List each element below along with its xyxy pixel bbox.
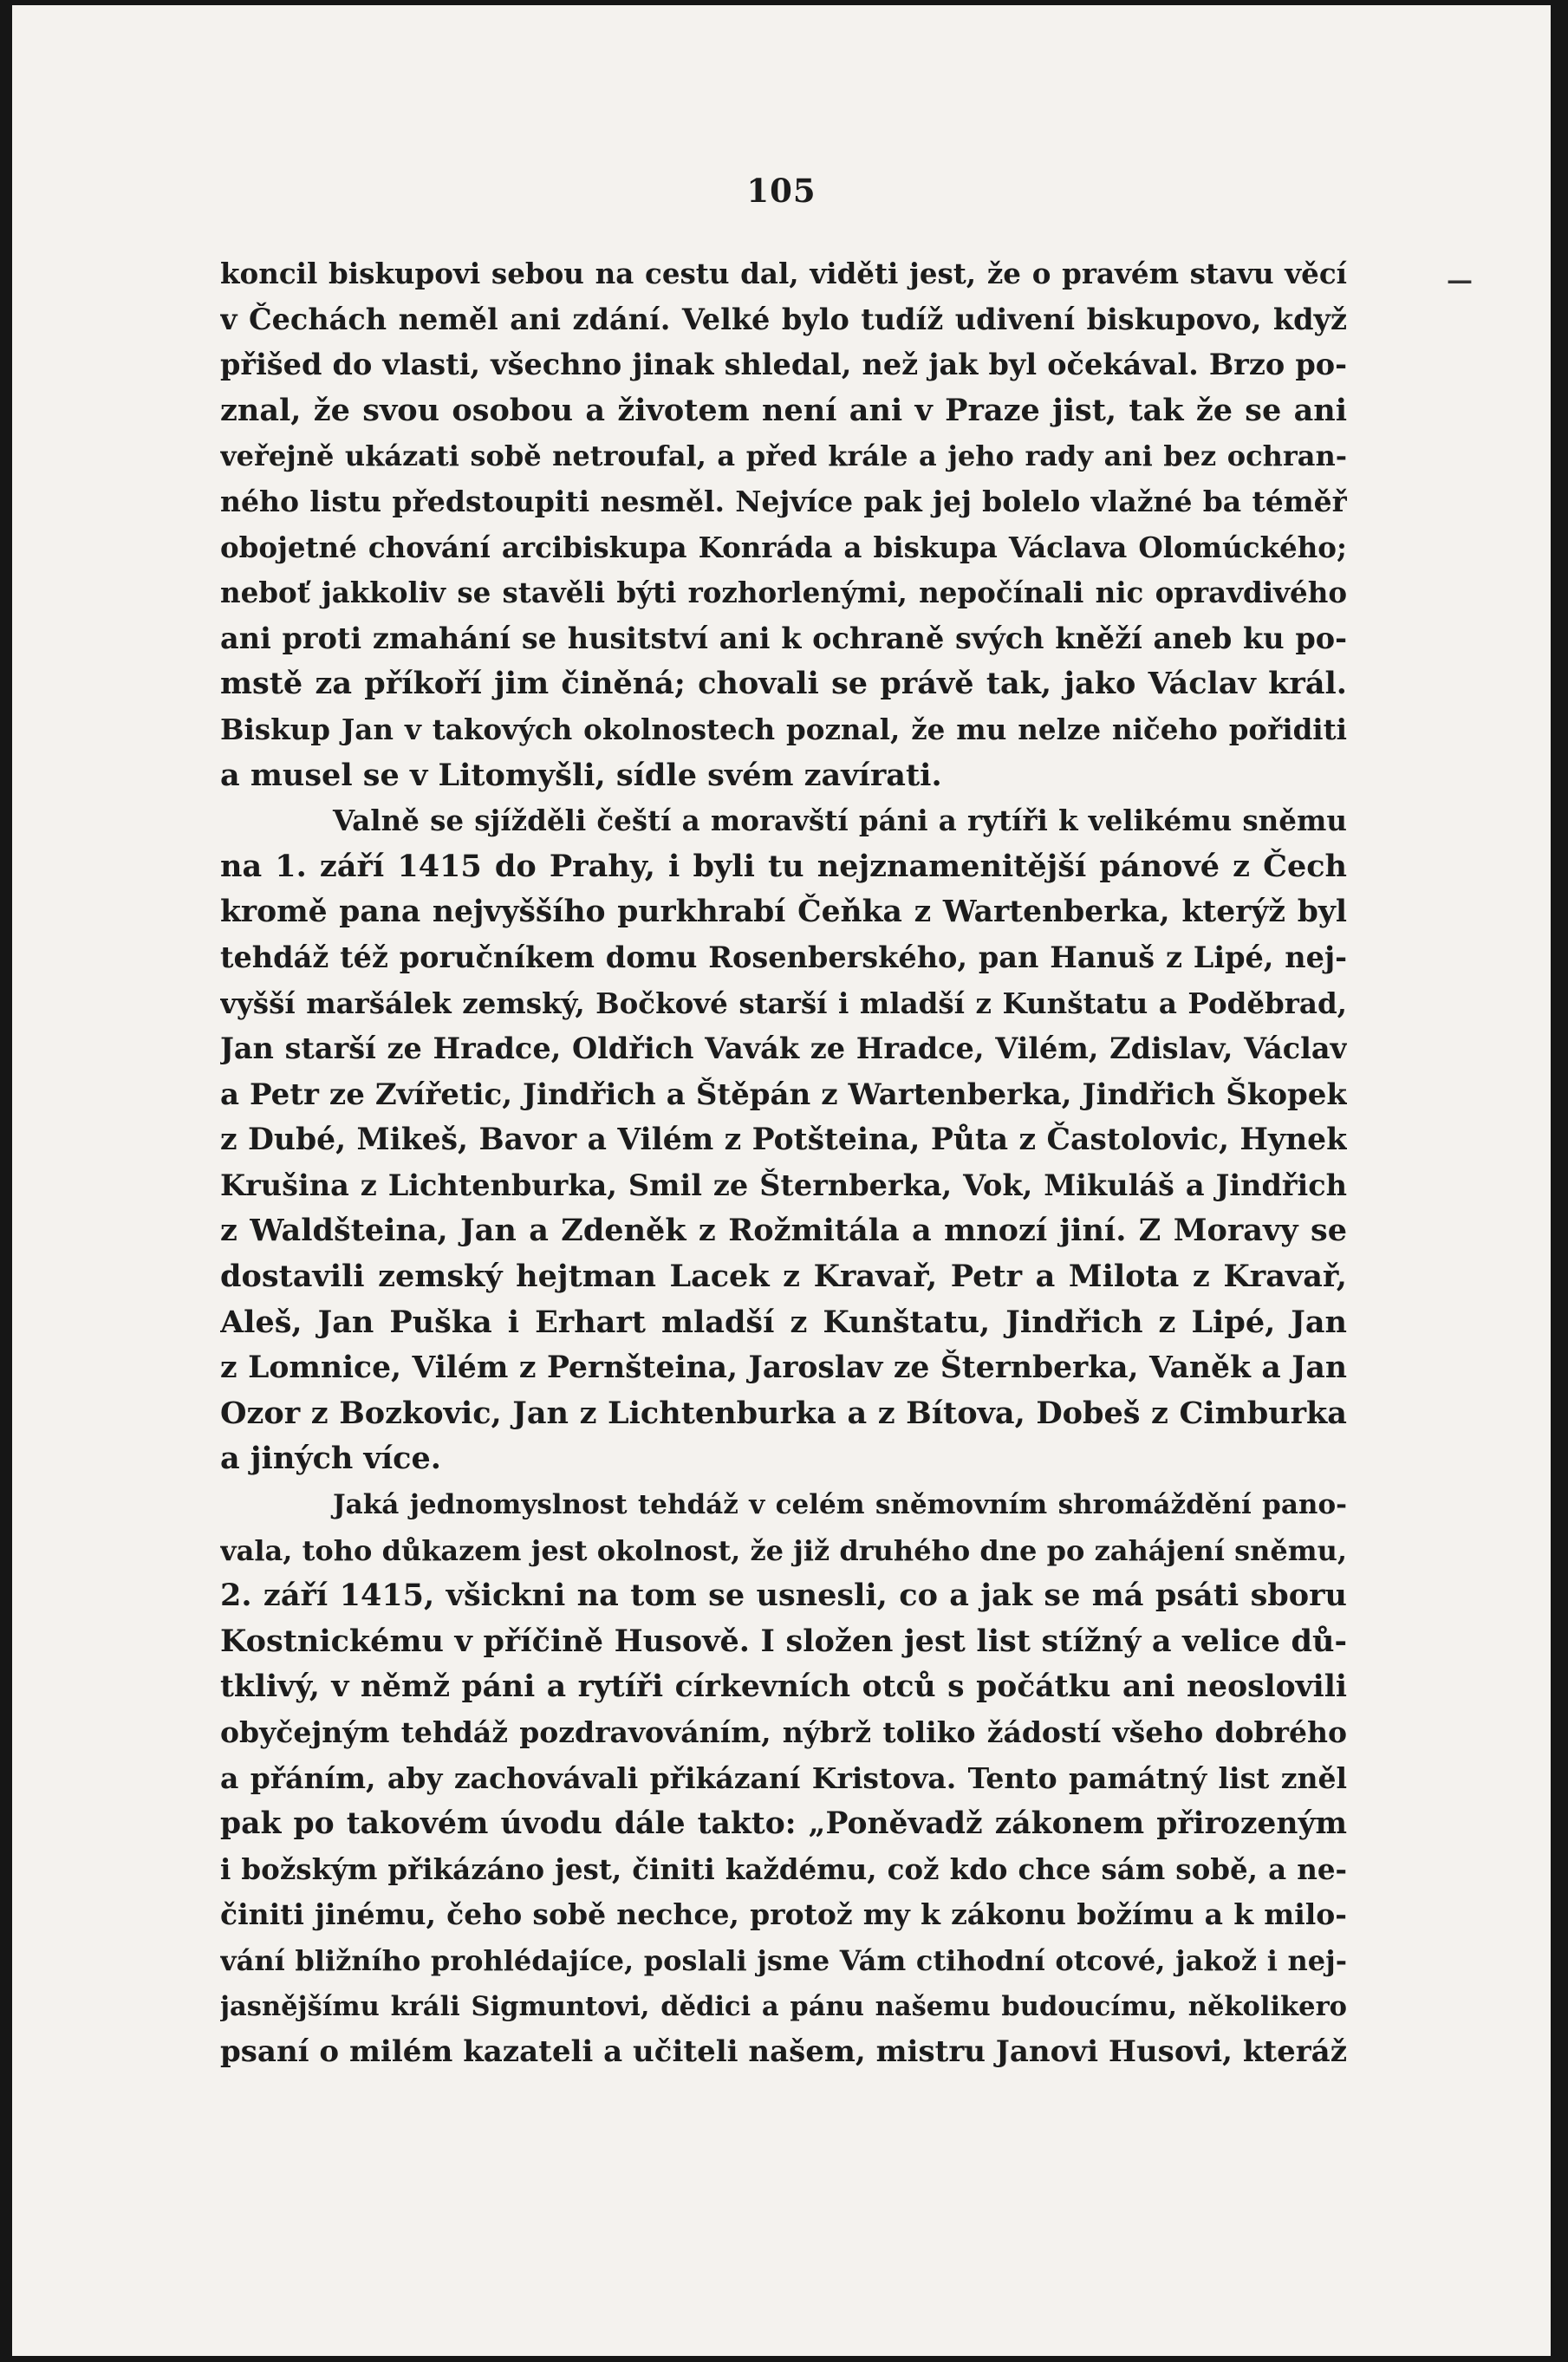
text-line: přišed do vlasti, všechno jinak shledal, než jak byl očekával. Brzo po-: [220, 348, 1347, 382]
text-line: a Petr ze Zvířetic, Jindřich a Štěpán z Wartenberka, Jindřich Škopek: [220, 1077, 1347, 1112]
margin-mark: —: [1447, 265, 1473, 296]
text-line: dostavili zemský hejtman Lacek z Kravař, Petr a Milota z Kravař,: [220, 1259, 1347, 1295]
text-line: Kostnickému v příčině Husově. I složen jest list stížný a velice dů-: [220, 1623, 1347, 1659]
text-line: i božským přikázáno jest, činiti každému, což kdo chce sám sobě, a ne-: [220, 1851, 1347, 1886]
text-line: vyšší maršálek zemský, Bočkové starší i mladší z Kunštatu a Poděbrad,: [220, 986, 1347, 1020]
text-line: ani proti zmahání se husitství ani k ochraně svých kněží aneb ku po-: [220, 621, 1347, 655]
text-line: Valně se sjížděli čeští a moravští páni a rytíři k velikému sněmu: [333, 804, 1347, 838]
text-line: psaní o milém kazateli a učiteli našem, mistru Janovi Husovi, kteráž: [220, 2034, 1347, 2070]
text-line: 2. září 1415, všickni na tom se usnesli, co a jak se má psáti sboru: [220, 1578, 1347, 1614]
text-line: koncil biskupovi sebou na cestu dal, viděti jest, že o pravém stavu věcí: [220, 257, 1347, 290]
text-line: Jan starší ze Hradce, Oldřich Vavák ze Hradce, Vilém, Zdislav, Václav: [220, 1031, 1347, 1066]
text-line: obojetné chování arcibiskupa Konráda a biskupa Václava Olomúckého;: [220, 530, 1347, 564]
text-line: obyčejným tehdáž pozdravováním, nýbrž toliko žádostí všeho dobrého: [220, 1715, 1347, 1749]
text-line: Aleš, Jan Puška i Erhart mladší z Kunštatu, Jindřich z Lipé, Jan: [220, 1304, 1347, 1340]
text-line: z Lomnice, Vilém z Pernšteina, Jaroslav ze Šternberka, Vaněk a Jan: [220, 1350, 1347, 1386]
text-line: v Čechách neměl ani zdání. Velké bylo tudíž udivení biskupovo, když: [220, 302, 1347, 336]
text-line: Jaká jednomyslnost tehdáž v celém sněmovním shromáždění pano-: [333, 1489, 1347, 1521]
text-line: ného listu předstoupiti nesměl. Nejvíce pak jej bolelo vlažné ba téměř: [220, 484, 1347, 518]
text-line: a přáním, aby zachovávali přikázaní Kristova. Tento památný list zněl: [220, 1760, 1347, 1795]
text-line: vání bližního prohlédajíce, poslali jsme Vám ctihodní otcové, jakož i nej-: [220, 1943, 1347, 1977]
text-line: na 1. září 1415 do Prahy, i byli tu nejznamenitější pánové z Čech: [220, 848, 1347, 884]
text-line: neboť jakkoliv se stavěli býti rozhorlenými, nepočínali nic opravdivého: [220, 576, 1347, 610]
book-page: [12, 5, 1551, 2356]
text-line: jasnějšímu králi Sigmuntovi, dědici a pánu našemu budoucímu, několikero: [220, 1990, 1347, 2022]
text-line: Ozor z Bozkovic, Jan z Lichtenburka a z Bítova, Dobeš z Cimburka: [220, 1395, 1347, 1431]
text-line: mstě za příkoří jim činěná; chovali se právě tak, jako Václav král.: [220, 666, 1347, 702]
text-line: znal, že svou osobou a životem není ani v Praze jist, tak že se ani: [220, 392, 1347, 428]
text-line: kromě pana nejvyššího purkhrabí Čeňka z Wartenberka, kterýž byl: [220, 895, 1347, 930]
text-line: tklivý, v němž páni a rytíři církevních otců s počátku ani neoslovili: [220, 1669, 1347, 1705]
text-line: z Dubé, Mikeš, Bavor a Vilém z Potšteina, Půta z Častolovic, Hynek: [220, 1122, 1347, 1158]
body-text: [220, 251, 1347, 2075]
text-line: činiti jinému, čeho sobě nechce, protož my k zákonu božímu a k milo-: [220, 1897, 1347, 1932]
text-line: Krušina z Lichtenburka, Smil ze Šternberka, Vok, Mikuláš a Jindřich: [220, 1168, 1347, 1202]
text-line: tehdáž též poručníkem domu Rosenberského, pan Hanuš z Lipé, nej-: [220, 940, 1347, 974]
text-line: a musel se v Litomyšli, sídle svém zavírati.: [220, 757, 942, 793]
text-line: vala, toho důkazem jest okolnost, že již druhého dne po zahájení sněmu,: [220, 1533, 1347, 1567]
text-line: z Waldšteina, Jan a Zdeněk z Rožmitála a mnozí jiní. Z Moravy se: [220, 1213, 1347, 1249]
text-line: a jiných více.: [220, 1441, 441, 1477]
text-line: pak po takovém úvodu dále takto: „Poněvadž zákonem přirozeným: [220, 1806, 1347, 1842]
page-number: 105: [746, 172, 817, 210]
text-line: veřejně ukázati sobě netroufal, a před krále a jeho rady ani bez ochran-: [220, 439, 1347, 473]
text-line: Biskup Jan v takových okolnostech poznal, že mu nelze ničeho pořiditi: [220, 712, 1347, 746]
